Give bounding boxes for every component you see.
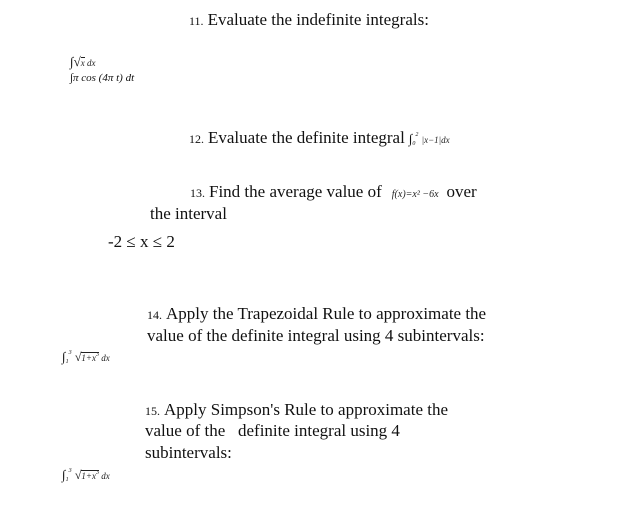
integral-expression: ∫π cos (4π t) dt bbox=[70, 72, 135, 84]
q15-line3: subintervals: bbox=[145, 443, 232, 462]
q12-heading bbox=[189, 128, 450, 148]
q11-heading bbox=[189, 10, 429, 30]
q13-line2: the interval bbox=[150, 204, 227, 223]
q12-text: Evaluate the definite integral bbox=[208, 128, 405, 147]
q11-text: Evaluate the indefinite integrals: bbox=[207, 10, 429, 29]
q13-heading bbox=[190, 182, 477, 202]
integral-sign-icon: ∫ bbox=[62, 349, 66, 364]
q13-interval: -2 ≤ x ≤ 2 bbox=[108, 232, 175, 251]
integral-sign-icon: ∫ bbox=[408, 131, 413, 146]
q14-number: 14. bbox=[147, 308, 162, 322]
q14-heading bbox=[147, 304, 486, 324]
q15-heading bbox=[145, 400, 448, 420]
q13-over: over bbox=[446, 182, 477, 201]
q15-line2: value of the definite integral using 4 bbox=[145, 421, 400, 440]
q13-text: Find the average value of bbox=[209, 182, 382, 201]
q14-integral: $\int_1^3$ $√1+x^3$ dx bbox=[62, 349, 110, 365]
q13-function: f(x)=x² −6x bbox=[391, 189, 439, 200]
integral-sign-icon: ∫ bbox=[70, 54, 74, 69]
q11-integral-b bbox=[70, 72, 134, 84]
q11-integral-a: ∫√x dx bbox=[70, 54, 96, 69]
q14-line2: value of the definite integral using 4 subintervals: bbox=[147, 326, 485, 345]
q11-number: 11. bbox=[189, 14, 204, 28]
q12-number: 12. bbox=[189, 132, 204, 146]
q15-line1: Apply Simpson's Rule to approximate the bbox=[164, 400, 449, 419]
q14-line1: Apply the Trapezoidal Rule to approximate the bbox=[166, 304, 487, 323]
integral-sign-icon: ∫ bbox=[62, 467, 66, 482]
radicand: x bbox=[80, 58, 85, 68]
q12-integral: $\int_0^2$ |x−1|dx bbox=[408, 131, 450, 147]
q15-number: 15. bbox=[145, 404, 160, 418]
q13-number: 13. bbox=[190, 186, 205, 200]
q15-integral: $\int_1^3$ $√1+x^3$ dx bbox=[62, 467, 110, 483]
